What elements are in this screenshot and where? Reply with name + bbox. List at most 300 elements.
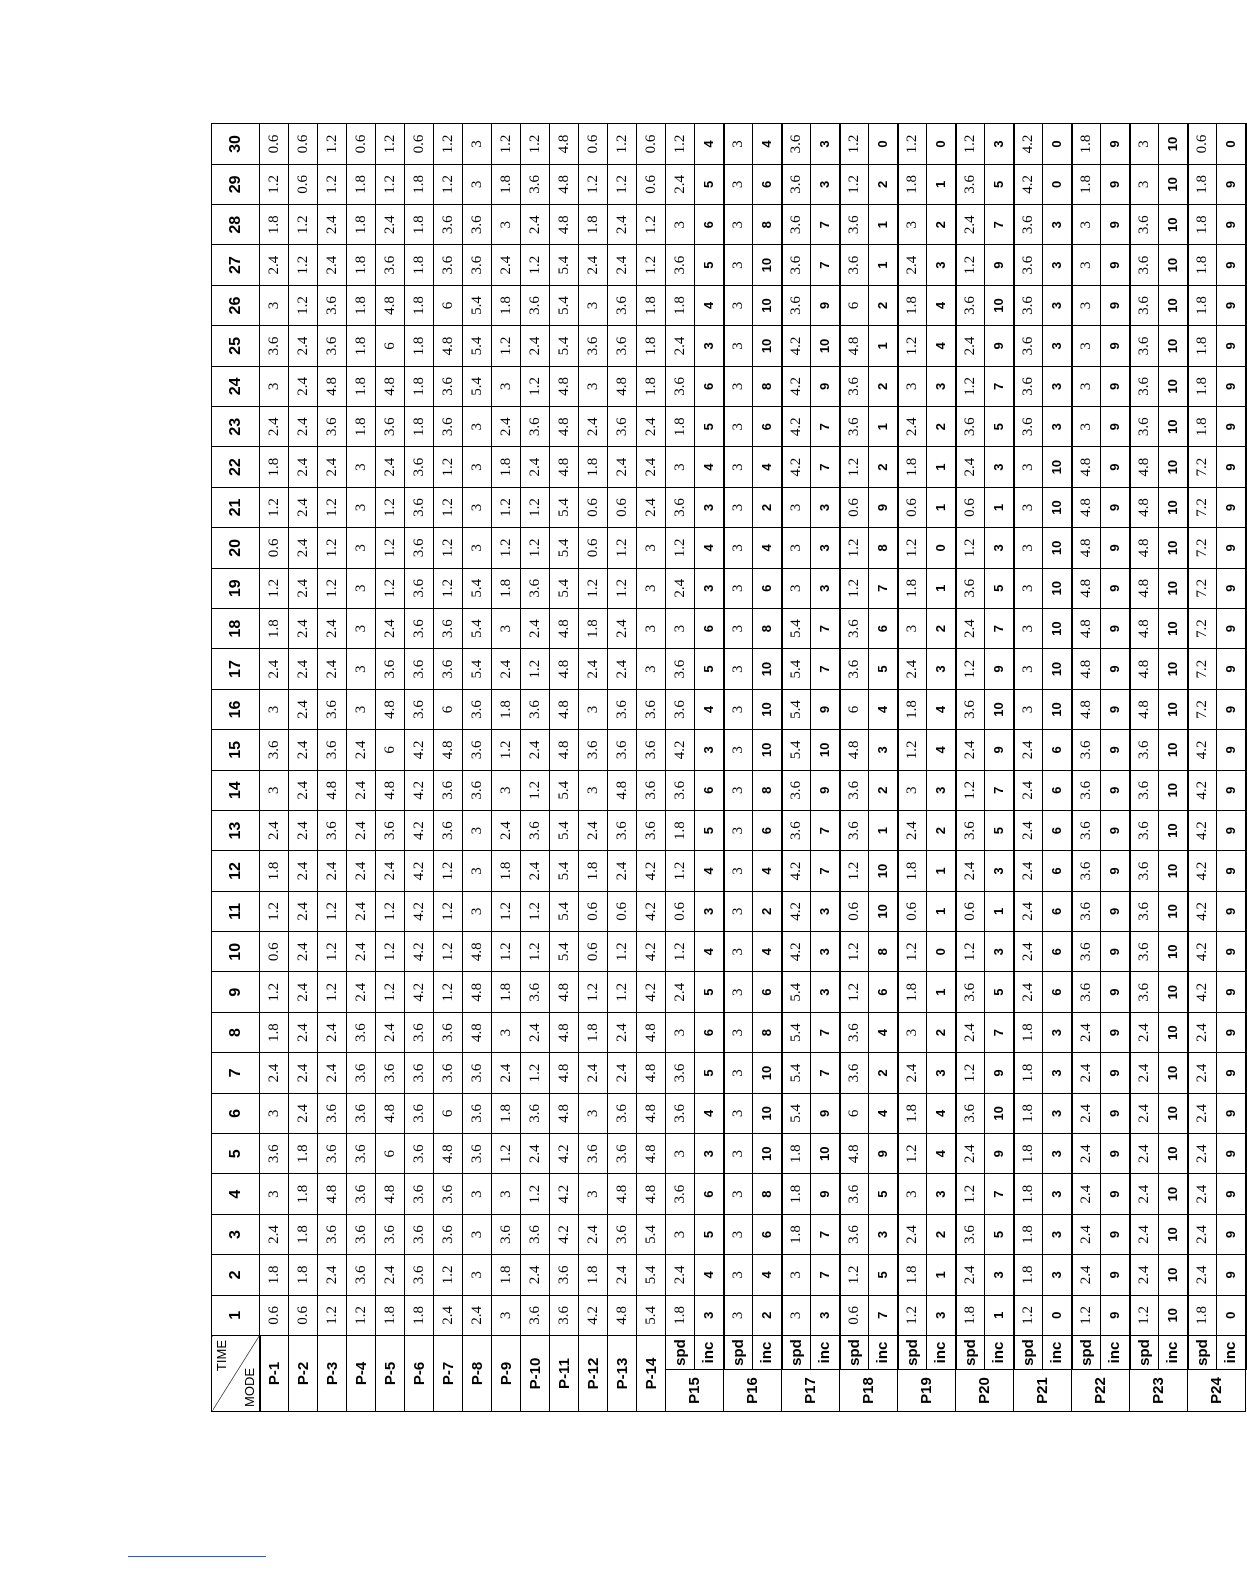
incline-cell: 9 (1101, 124, 1130, 164)
speed-cell: 3 (724, 810, 753, 850)
speed-cell: 3 (1130, 124, 1159, 164)
speed-cell: 3.6 (782, 810, 811, 850)
speed-cell: 4.8 (550, 689, 579, 729)
time-header-3: 3 (212, 1214, 260, 1254)
speed-cell: 3 (347, 649, 376, 689)
speed-cell: 1.8 (579, 608, 608, 648)
incline-cell: 7 (811, 205, 840, 245)
speed-cell: 3.6 (1072, 932, 1101, 972)
speed-cell: 2.4 (608, 1012, 637, 1052)
incline-cell: 9 (1101, 366, 1130, 406)
speed-cell: 4.2 (405, 810, 434, 850)
speed-cell: 3 (1072, 326, 1101, 366)
speed-cell: 2.4 (1014, 851, 1043, 891)
speed-cell: 3 (724, 407, 753, 447)
speed-cell: 0.6 (840, 487, 869, 527)
speed-cell: 0.6 (347, 124, 376, 164)
speed-cell: 3 (637, 568, 666, 608)
speed-cell: 1.2 (434, 972, 463, 1012)
speed-cell: 5.4 (782, 1053, 811, 1093)
speed-cell: 2.4 (898, 810, 927, 850)
speed-cell: 2.4 (1188, 1053, 1217, 1093)
speed-cell: 3.6 (347, 1255, 376, 1295)
speed-cell: 3.6 (840, 608, 869, 648)
speed-cell: 3.6 (521, 972, 550, 1012)
speed-cell: 1.8 (289, 1134, 318, 1174)
speed-cell: 3.6 (260, 730, 289, 770)
speed-cell: 3 (492, 205, 521, 245)
speed-cell: 5.4 (550, 810, 579, 850)
time-header-11: 11 (212, 891, 260, 931)
speed-cell: 3.6 (347, 1093, 376, 1133)
incline-cell: 7 (811, 1214, 840, 1254)
time-header-15: 15 (212, 730, 260, 770)
speed-cell: 3 (463, 528, 492, 568)
speed-cell: 3 (724, 1134, 753, 1174)
incline-cell: 10 (753, 1093, 782, 1133)
speed-cell: 3.6 (956, 972, 985, 1012)
speed-cell: 3 (347, 447, 376, 487)
table-row (637, 124, 666, 1412)
speed-cell: 1.2 (434, 487, 463, 527)
speed-cell: 1.8 (1188, 285, 1217, 325)
speed-cell: 2.4 (1130, 1093, 1159, 1133)
speed-cell: 4.2 (1014, 124, 1043, 164)
speed-cell: 4.2 (1188, 810, 1217, 850)
speed-cell: 2.4 (1188, 1174, 1217, 1214)
speed-cell: 3 (724, 1255, 753, 1295)
speed-cell: 4.8 (550, 649, 579, 689)
speed-cell: 3.6 (782, 205, 811, 245)
incline-cell: 4 (695, 932, 724, 972)
incline-cell: 4 (695, 1255, 724, 1295)
speed-cell: 3 (463, 164, 492, 204)
incline-cell: 1 (927, 972, 956, 1012)
speed-cell: 4.8 (318, 1174, 347, 1214)
speed-cell: 2.4 (1014, 770, 1043, 810)
time-header-14: 14 (212, 770, 260, 810)
table-row (782, 124, 811, 1412)
incline-cell: 4 (927, 1093, 956, 1133)
speed-cell: 0.6 (579, 124, 608, 164)
speed-cell: 3 (782, 487, 811, 527)
incline-cell: 9 (1101, 245, 1130, 285)
speed-cell: 1.8 (1188, 407, 1217, 447)
incline-cell: 10 (811, 326, 840, 366)
speed-cell: 2.4 (1072, 1214, 1101, 1254)
speed-cell: 3.6 (956, 285, 985, 325)
incline-cell: 10 (1043, 487, 1072, 527)
incline-cell: 5 (985, 1214, 1014, 1254)
speed-cell: 3 (579, 689, 608, 729)
speed-cell: 1.2 (318, 891, 347, 931)
mode-label: P-9 (492, 1336, 521, 1412)
speed-cell: 1.2 (898, 1295, 927, 1335)
speed-cell: 3.6 (1014, 407, 1043, 447)
incline-cell: 9 (1101, 487, 1130, 527)
speed-cell: 5.4 (550, 326, 579, 366)
speed-cell: 4.8 (550, 1093, 579, 1133)
speed-cell: 1.8 (637, 285, 666, 325)
speed-cell: 2.4 (289, 407, 318, 447)
mode-label: P23 (1130, 1370, 1188, 1412)
speed-cell: 1.8 (579, 1255, 608, 1295)
speed-cell: 1.2 (492, 528, 521, 568)
speed-cell: 2.4 (376, 608, 405, 648)
incline-cell: 8 (869, 528, 898, 568)
speed-cell: 1.2 (608, 568, 637, 608)
incline-cell: 9 (1101, 164, 1130, 204)
speed-cell: 3.6 (318, 810, 347, 850)
incline-cell: 10 (1159, 326, 1188, 366)
speed-cell: 3 (782, 568, 811, 608)
speed-cell: 0.6 (289, 164, 318, 204)
speed-cell: 0.6 (956, 891, 985, 931)
speed-cell: 6 (376, 1134, 405, 1174)
speed-cell: 2.4 (289, 447, 318, 487)
speed-cell: 2.4 (608, 1255, 637, 1295)
incline-cell: 9 (1101, 568, 1130, 608)
speed-cell: 3.6 (376, 649, 405, 689)
incline-cell: 3 (985, 528, 1014, 568)
incline-cell: 9 (1217, 851, 1246, 891)
speed-cell: 3 (724, 851, 753, 891)
incline-cell: 10 (1043, 447, 1072, 487)
incline-cell: 9 (1101, 1295, 1130, 1335)
incline-cell: 4 (695, 851, 724, 891)
table-row (463, 124, 492, 1412)
incline-cell: 1 (927, 891, 956, 931)
speed-cell: 1.8 (579, 205, 608, 245)
time-header-24: 24 (212, 366, 260, 406)
speed-cell: 3.6 (260, 1134, 289, 1174)
speed-cell: 3.6 (637, 730, 666, 770)
incline-cell: 9 (1217, 972, 1246, 1012)
speed-cell: 3.6 (637, 689, 666, 729)
speed-cell: 3.6 (1130, 407, 1159, 447)
speed-cell: 3 (347, 568, 376, 608)
speed-cell: 2.4 (637, 447, 666, 487)
speed-cell: 1.8 (898, 851, 927, 891)
speed-cell: 3 (1014, 649, 1043, 689)
incline-cell: 3 (927, 649, 956, 689)
speed-cell: 1.8 (492, 447, 521, 487)
speed-cell: 3.6 (434, 245, 463, 285)
speed-cell: 1.2 (521, 1053, 550, 1093)
mode-label: P-8 (463, 1336, 492, 1412)
speed-cell: 3 (463, 447, 492, 487)
speed-cell: 2.4 (579, 245, 608, 285)
speed-cell: 3 (1072, 285, 1101, 325)
speed-cell: 3.6 (956, 689, 985, 729)
speed-cell: 3.6 (840, 205, 869, 245)
incline-cell: 5 (695, 972, 724, 1012)
incline-cell: 3 (927, 366, 956, 406)
mode-label: P-3 (318, 1336, 347, 1412)
speed-cell: 2.4 (521, 1134, 550, 1174)
speed-cell: 3.6 (405, 568, 434, 608)
speed-cell: 2.4 (289, 1012, 318, 1052)
speed-cell: 2.4 (260, 1053, 289, 1093)
speed-cell: 4.2 (782, 891, 811, 931)
speed-cell: 4.8 (1072, 608, 1101, 648)
time-header-25: 25 (212, 326, 260, 366)
incline-cell: 2 (927, 407, 956, 447)
incline-cell: 9 (985, 245, 1014, 285)
incline-cell: 4 (927, 730, 956, 770)
speed-cell: 3 (1014, 608, 1043, 648)
speed-cell: 3 (666, 1214, 695, 1254)
speed-cell: 1.2 (840, 1255, 869, 1295)
speed-cell: 2.4 (1130, 1012, 1159, 1052)
speed-cell: 3 (1072, 407, 1101, 447)
speed-cell: 4.2 (405, 891, 434, 931)
speed-cell: 4.2 (1014, 164, 1043, 204)
speed-cell: 1.2 (318, 1295, 347, 1335)
speed-cell: 3 (463, 1174, 492, 1214)
incline-cell: 9 (1101, 1174, 1130, 1214)
speed-cell: 3 (898, 366, 927, 406)
speed-cell: 2.4 (376, 1012, 405, 1052)
speed-cell: 3 (724, 447, 753, 487)
speed-cell: 3 (782, 1295, 811, 1335)
incline-cell: 9 (985, 649, 1014, 689)
speed-cell: 3.6 (550, 1295, 579, 1335)
speed-cell: 4.8 (376, 1174, 405, 1214)
speed-cell: 1.8 (898, 1255, 927, 1295)
speed-cell: 3 (724, 205, 753, 245)
speed-cell: 1.2 (521, 366, 550, 406)
incline-cell: 5 (695, 245, 724, 285)
incline-cell: 10 (811, 1134, 840, 1174)
speed-cell: 1.2 (376, 568, 405, 608)
speed-cell: 2.4 (1072, 1134, 1101, 1174)
speed-cell: 0.6 (608, 891, 637, 931)
speed-cell: 1.8 (289, 1174, 318, 1214)
speed-cell: 1.8 (666, 810, 695, 850)
incline-cell: 9 (1217, 326, 1246, 366)
incline-cell: 6 (753, 407, 782, 447)
speed-cell: 1.2 (318, 124, 347, 164)
incline-cell: 3 (985, 447, 1014, 487)
incline-cell: 6 (1043, 932, 1072, 972)
speed-cell: 3 (1072, 205, 1101, 245)
time-header-9: 9 (212, 972, 260, 1012)
speed-cell: 3.6 (637, 810, 666, 850)
incline-cell: 7 (811, 1012, 840, 1052)
speed-cell: 3.6 (1014, 285, 1043, 325)
speed-cell: 1.8 (898, 447, 927, 487)
speed-cell: 1.2 (521, 487, 550, 527)
speed-cell: 2.4 (956, 730, 985, 770)
time-header-19: 19 (212, 568, 260, 608)
speed-cell: 3.6 (434, 1053, 463, 1093)
incline-cell: 10 (1043, 608, 1072, 648)
speed-cell: 4.8 (1130, 447, 1159, 487)
speed-cell: 2.4 (666, 1255, 695, 1295)
speed-cell: 1.8 (405, 326, 434, 366)
speed-cell: 3.6 (434, 1214, 463, 1254)
speed-cell: 1.2 (521, 932, 550, 972)
speed-cell: 2.4 (347, 851, 376, 891)
speed-cell: 4.8 (840, 326, 869, 366)
speed-cell: 1.2 (376, 932, 405, 972)
incline-cell: 9 (1217, 407, 1246, 447)
speed-cell: 4.8 (637, 1053, 666, 1093)
incline-cell: 9 (1217, 164, 1246, 204)
speed-cell: 2.4 (521, 1012, 550, 1052)
speed-cell: 4.8 (637, 1093, 666, 1133)
speed-cell: 1.2 (260, 891, 289, 931)
spd-row-label: spd (898, 1336, 927, 1370)
time-header-10: 10 (212, 932, 260, 972)
speed-cell: 1.8 (1072, 124, 1101, 164)
speed-cell: 6 (376, 730, 405, 770)
speed-cell: 2.4 (260, 649, 289, 689)
speed-cell: 2.4 (1188, 1012, 1217, 1052)
speed-cell: 3.6 (608, 1134, 637, 1174)
speed-cell: 3.6 (608, 326, 637, 366)
incline-cell: 3 (811, 932, 840, 972)
incline-cell: 5 (869, 1255, 898, 1295)
speed-cell: 0.6 (289, 1295, 318, 1335)
speed-cell: 5.4 (550, 932, 579, 972)
speed-cell: 1.8 (492, 285, 521, 325)
incline-cell: 10 (985, 1093, 1014, 1133)
speed-cell: 3 (898, 1174, 927, 1214)
incline-cell: 5 (985, 972, 1014, 1012)
incline-cell: 9 (1217, 1053, 1246, 1093)
inc-row-label: inc (1043, 1336, 1072, 1370)
speed-cell: 1.8 (1188, 245, 1217, 285)
incline-cell: 9 (811, 285, 840, 325)
incline-cell: 4 (753, 1255, 782, 1295)
speed-cell: 3 (492, 770, 521, 810)
speed-cell: 1.8 (1188, 1295, 1217, 1335)
speed-cell: 3 (898, 1012, 927, 1052)
speed-cell: 3.6 (376, 1214, 405, 1254)
speed-cell: 3.6 (1014, 326, 1043, 366)
speed-cell: 3.6 (347, 1214, 376, 1254)
speed-cell: 1.2 (637, 245, 666, 285)
speed-cell: 3.6 (405, 1053, 434, 1093)
incline-cell: 1 (869, 245, 898, 285)
speed-cell: 2.4 (956, 447, 985, 487)
incline-cell: 2 (869, 447, 898, 487)
speed-cell: 1.8 (260, 851, 289, 891)
speed-cell: 1.8 (1188, 164, 1217, 204)
incline-cell: 10 (753, 1134, 782, 1174)
inc-row-label: inc (985, 1336, 1014, 1370)
speed-cell: 2.4 (1014, 972, 1043, 1012)
incline-cell: 2 (869, 285, 898, 325)
incline-cell: 9 (1101, 1053, 1130, 1093)
speed-cell: 1.2 (492, 932, 521, 972)
speed-cell: 3 (1014, 487, 1043, 527)
incline-cell: 6 (753, 972, 782, 1012)
speed-cell: 3.6 (463, 730, 492, 770)
spd-row-label: spd (1188, 1336, 1217, 1370)
speed-cell: 5.4 (463, 285, 492, 325)
speed-cell: 2.4 (1072, 1012, 1101, 1052)
speed-cell: 3.6 (782, 245, 811, 285)
speed-cell: 2.4 (289, 932, 318, 972)
speed-cell: 3.6 (579, 326, 608, 366)
speed-cell: 2.4 (898, 407, 927, 447)
speed-cell: 3.6 (521, 164, 550, 204)
incline-cell: 3 (1043, 1053, 1072, 1093)
speed-cell: 4.2 (405, 851, 434, 891)
speed-cell: 1.2 (434, 891, 463, 931)
speed-cell: 1.8 (405, 205, 434, 245)
incline-cell: 6 (1043, 891, 1072, 931)
incline-cell: 3 (927, 1174, 956, 1214)
time-header-29: 29 (212, 164, 260, 204)
table-row (927, 124, 956, 1412)
speed-cell: 2.4 (289, 730, 318, 770)
speed-cell: 3.6 (1130, 326, 1159, 366)
incline-cell: 3 (1043, 1214, 1072, 1254)
spd-row-label: spd (840, 1336, 869, 1370)
speed-cell: 2.4 (666, 568, 695, 608)
incline-cell: 10 (869, 851, 898, 891)
incline-cell: 10 (1159, 568, 1188, 608)
speed-cell: 3.6 (434, 366, 463, 406)
speed-cell: 1.8 (1072, 164, 1101, 204)
speed-cell: 4.8 (840, 730, 869, 770)
speed-cell: 4.8 (376, 1093, 405, 1133)
speed-cell: 2.4 (376, 205, 405, 245)
incline-cell: 9 (811, 366, 840, 406)
speed-cell: 2.4 (289, 1093, 318, 1133)
speed-cell: 3 (666, 1134, 695, 1174)
speed-cell: 3.6 (1130, 891, 1159, 931)
speed-cell: 4.2 (637, 851, 666, 891)
speed-cell: 1.2 (840, 164, 869, 204)
speed-cell: 4.8 (550, 972, 579, 1012)
speed-cell: 1.2 (289, 285, 318, 325)
speed-cell: 4.8 (550, 1053, 579, 1093)
mode-label: P22 (1072, 1370, 1130, 1412)
speed-cell: 1.2 (376, 124, 405, 164)
speed-cell: 2.4 (1072, 1174, 1101, 1214)
incline-cell: 9 (1217, 1174, 1246, 1214)
speed-cell: 3.6 (521, 1214, 550, 1254)
inc-row-label: inc (811, 1336, 840, 1370)
speed-cell: 3.6 (434, 810, 463, 850)
speed-cell: 1.2 (956, 366, 985, 406)
speed-cell: 4.8 (376, 285, 405, 325)
speed-cell: 2.4 (956, 608, 985, 648)
speed-cell: 3.6 (463, 1134, 492, 1174)
incline-cell: 2 (869, 366, 898, 406)
speed-cell: 3 (463, 124, 492, 164)
time-header-23: 23 (212, 407, 260, 447)
speed-cell: 3.6 (1130, 366, 1159, 406)
incline-cell: 8 (753, 770, 782, 810)
speed-cell: 2.4 (579, 649, 608, 689)
speed-cell: 1.8 (289, 1255, 318, 1295)
speed-cell: 3.6 (405, 649, 434, 689)
speed-cell: 1.2 (840, 851, 869, 891)
spd-row-label: spd (666, 1336, 695, 1370)
speed-cell: 1.2 (376, 164, 405, 204)
speed-cell: 4.2 (579, 1295, 608, 1335)
incline-cell: 7 (985, 608, 1014, 648)
speed-cell: 3.6 (521, 407, 550, 447)
speed-cell: 1.2 (579, 972, 608, 1012)
speed-cell: 1.8 (1014, 1134, 1043, 1174)
